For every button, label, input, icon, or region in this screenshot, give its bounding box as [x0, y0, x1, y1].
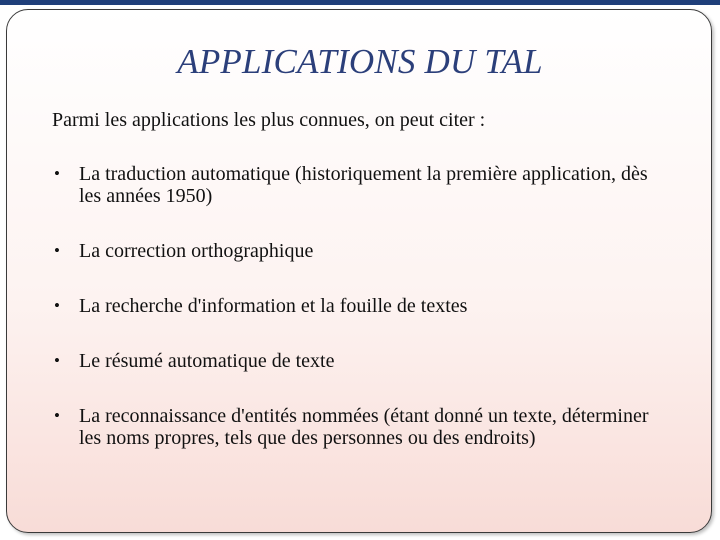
bullet-text: La traduction automatique (historiquement la première application, dès les années 1950): [79, 163, 648, 207]
bullet-dot-icon: •: [54, 164, 60, 183]
bullet-text: La correction orthographique: [79, 240, 314, 262]
bullet-text: Le résumé automatique de texte: [79, 350, 335, 372]
bullet-item: [52, 240, 662, 262]
bullet-item: [52, 163, 662, 207]
bullet-item: [52, 350, 662, 372]
slide-title: APPLICATIONS DU TAL: [177, 42, 543, 81]
top-accent-bar: [0, 0, 720, 5]
bullet-text: La reconnaissance d'entités nommées (étant donné un texte, déterminer les noms propres, tels que des personnes ou des endroits): [79, 405, 649, 449]
bullet-text: La recherche d'information et la fouille de textes: [79, 295, 468, 317]
bullet-item: [52, 295, 662, 317]
bullet-dot-icon: •: [54, 406, 60, 425]
intro-text: Parmi les applications les plus connues, on peut citer :: [52, 109, 486, 131]
bullet-dot-icon: •: [54, 296, 60, 315]
bullet-item: [52, 405, 662, 449]
bullet-dot-icon: •: [54, 351, 60, 370]
bullet-dot-icon: •: [54, 241, 60, 260]
content-frame: [6, 9, 712, 533]
